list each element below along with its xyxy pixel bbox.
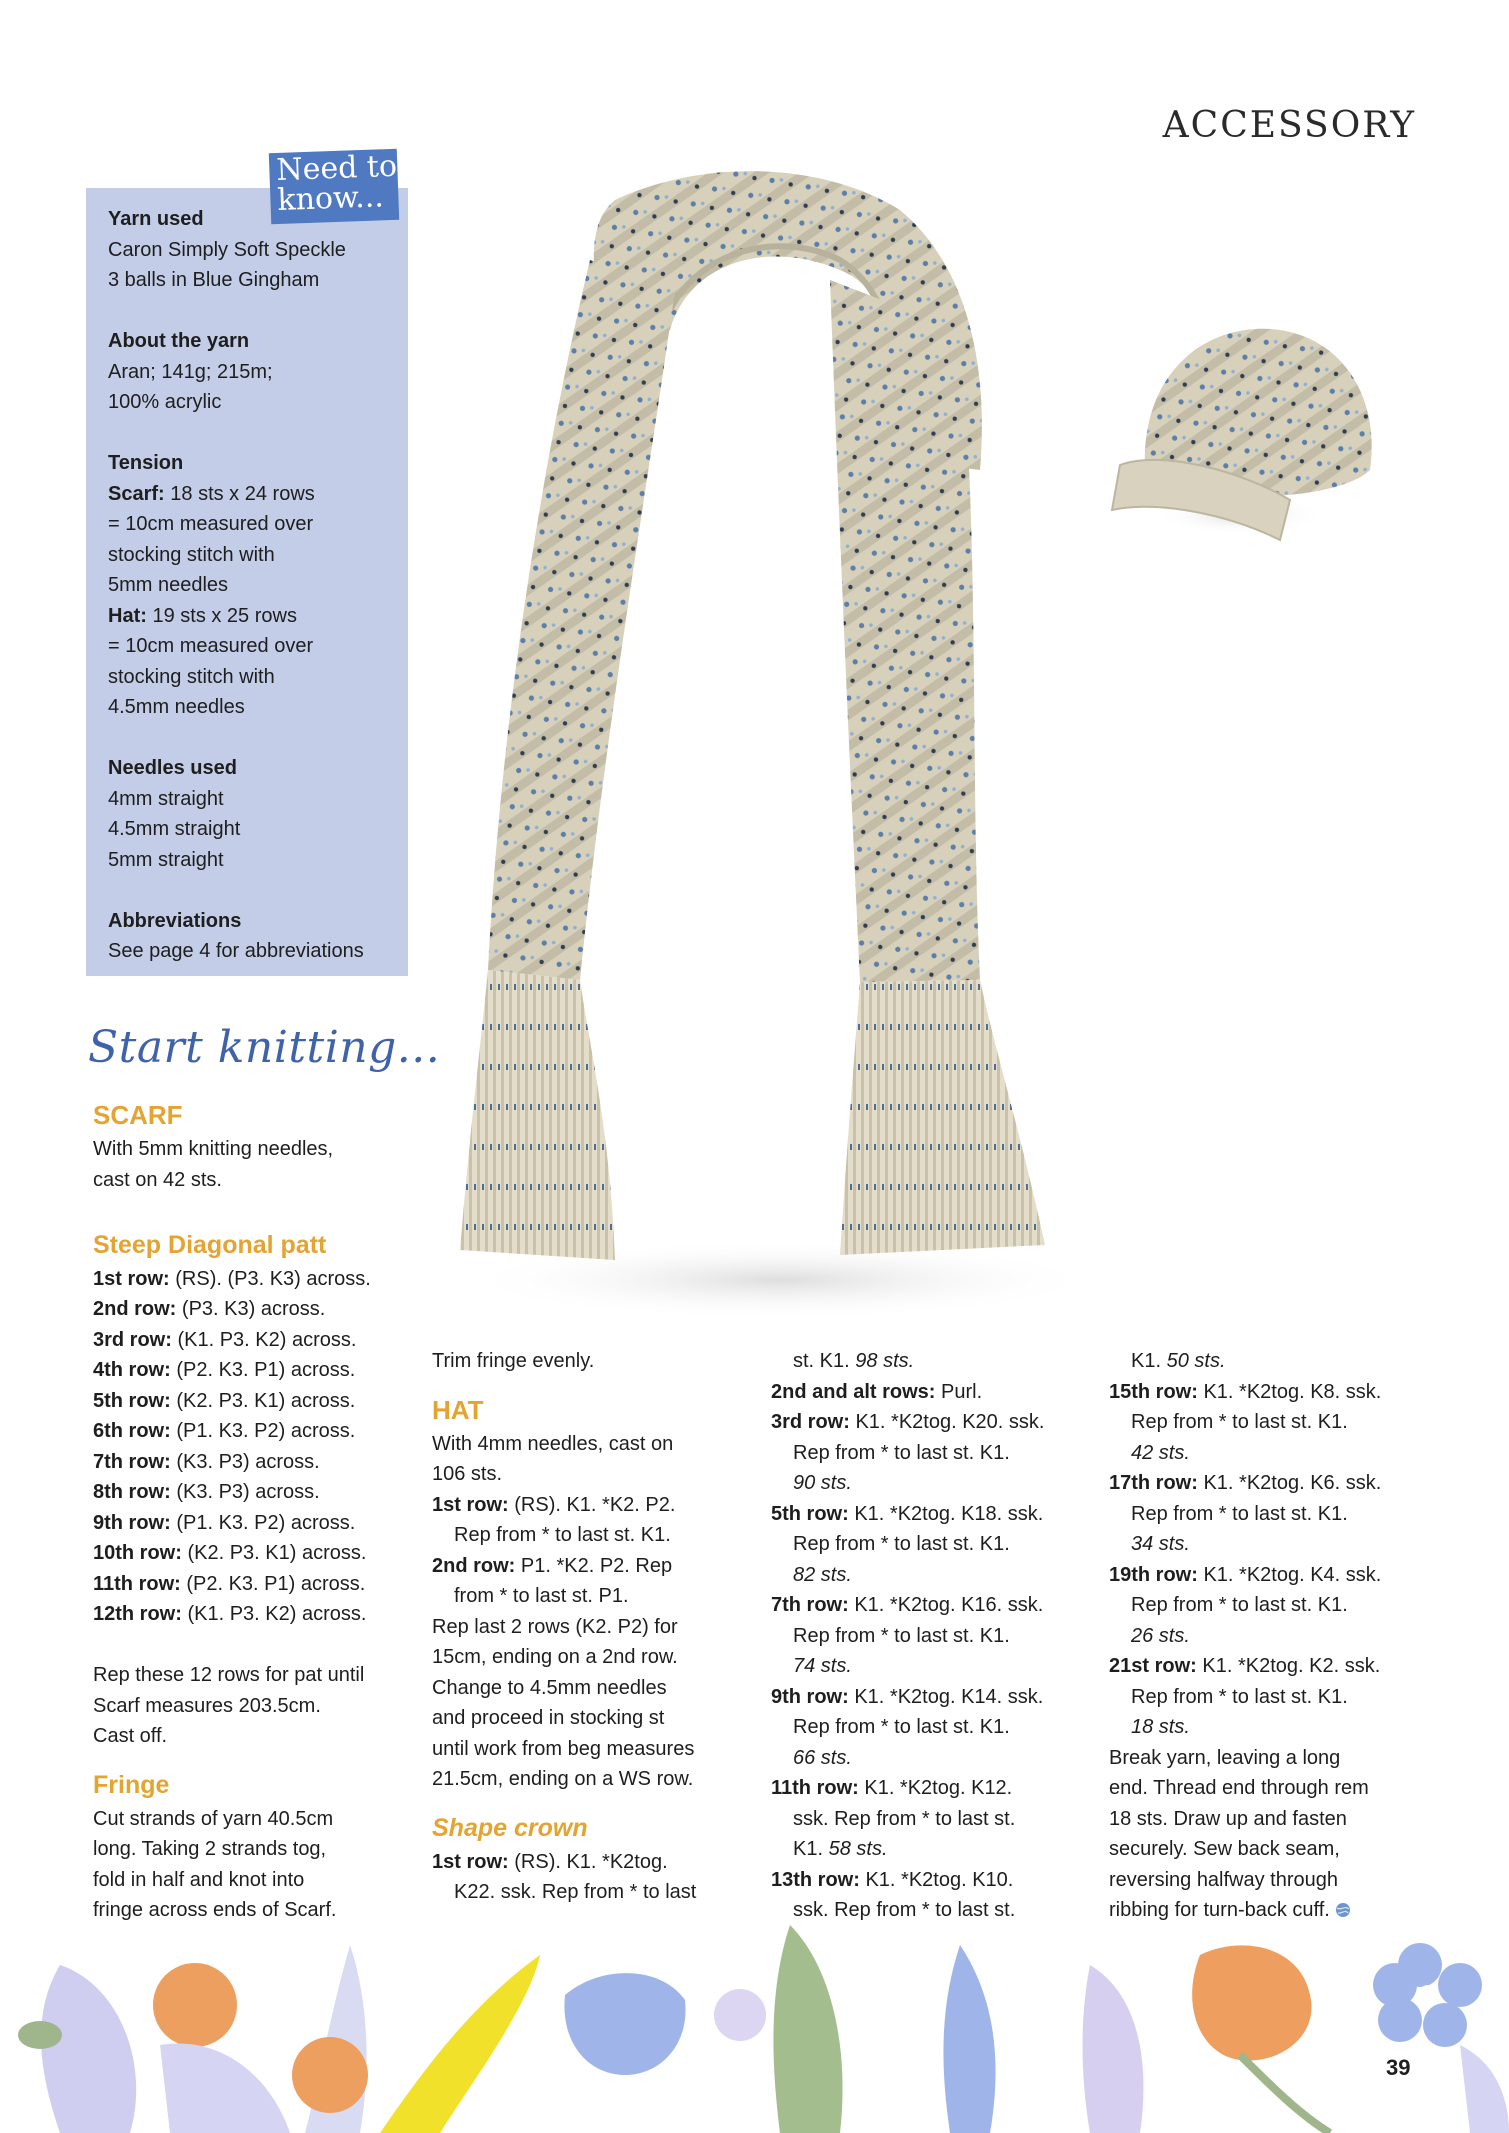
crown-row-cont: Rep from * to last st. K1. xyxy=(1131,1685,1348,1708)
start-knitting-heading: Start knitting... xyxy=(88,1022,441,1073)
needles-line: 5mm straight xyxy=(108,848,224,871)
crown-row-cont: Rep from * to last st. K1. xyxy=(793,1441,1010,1464)
tension-heading: Tension xyxy=(108,452,184,474)
crown-row-cont: K1. 50 sts. xyxy=(1131,1350,1226,1372)
fringe-title: Fringe xyxy=(93,1770,170,1799)
fringe-line: long. Taking 2 strands tog, xyxy=(93,1838,327,1860)
scarf-column xyxy=(93,1096,403,1926)
needles-line: 4mm straight xyxy=(108,787,224,810)
about-yarn-heading: About the yarn xyxy=(108,330,250,352)
crown-row-cont: st. K1. 98 sts. xyxy=(793,1350,915,1372)
scarf-intro-line: cast on 42 sts. xyxy=(93,1168,222,1191)
crown-column-1 xyxy=(771,1346,1091,1926)
tension-line: stocking stitch with xyxy=(108,665,275,688)
tension-line: 5mm needles xyxy=(108,574,229,596)
pattern-row: 1st row: (RS). (P3. K3) across. xyxy=(93,1267,371,1290)
yarn-used-heading: Yarn used xyxy=(108,208,204,230)
hat-intro-line: With 4mm needles, cast on xyxy=(432,1432,674,1455)
pattern-row: 3rd row: (K1. P3. K2) across. xyxy=(93,1328,357,1351)
stitch-count: 26 sts. xyxy=(1131,1624,1190,1647)
hat-body-line: Change to 4.5mm needles xyxy=(432,1676,667,1699)
flower-shape xyxy=(153,1963,237,2047)
tulip-shape xyxy=(564,1973,685,2075)
crown-row-cont: Rep from * to last st. K1. xyxy=(793,1716,1010,1738)
leaf-shape xyxy=(160,2043,290,2133)
crown-row: 13th row: K1. *K2tog. K10. xyxy=(771,1868,1014,1891)
stitch-count: 34 sts. xyxy=(1131,1533,1190,1555)
finish-line: end. Thread end through rem xyxy=(1109,1777,1369,1799)
needles-line: 4.5mm straight xyxy=(108,818,241,840)
finish-line: reversing halfway through xyxy=(1109,1868,1339,1891)
crown-row-cont: K1. 58 sts. xyxy=(793,1838,888,1860)
pattern-title: Steep Diagonal patt xyxy=(93,1230,327,1259)
fringe-line: fold in half and knot into xyxy=(93,1868,305,1891)
fringe-line: fringe across ends of Scarf. xyxy=(93,1899,337,1921)
stitch-count: 74 sts. xyxy=(793,1655,852,1677)
hat-title: HAT xyxy=(432,1394,484,1425)
finish-line: Break yarn, leaving a long xyxy=(1109,1746,1341,1769)
hat-row: 2nd row: P1. *K2. P2. Rep xyxy=(432,1554,673,1577)
pattern-row: 2nd row: (P3. K3) across. xyxy=(93,1298,326,1320)
crown-row: 19th row: K1. *K2tog. K4. ssk. xyxy=(1109,1563,1382,1586)
hat-body-line: until work from beg measures xyxy=(432,1737,695,1760)
crown-row: 9th row: K1. *K2tog. K14. ssk. xyxy=(771,1685,1044,1708)
badge-line: Need to xyxy=(275,148,398,188)
blue-flower xyxy=(1373,1943,1482,2047)
pattern-row: 7th row: (K3. P3) across. xyxy=(93,1450,320,1473)
stitch-count: 90 sts. xyxy=(793,1472,852,1494)
scarf-right-fringe xyxy=(840,980,1045,1255)
tension-hat-label: Hat: xyxy=(108,604,147,627)
crown-row-cont: Rep from * to last st. K1. xyxy=(1131,1594,1348,1616)
hat-row: 1st row: (RS). K1. *K2. P2. xyxy=(432,1493,676,1516)
scarf-title: SCARF xyxy=(93,1100,183,1130)
about-yarn-line: Aran; 141g; 215m; xyxy=(108,360,273,383)
pattern-row: 5th row: (K2. P3. K1) across. xyxy=(93,1389,356,1412)
tension-line: 4.5mm needles xyxy=(108,696,245,718)
scarf-right-end xyxy=(830,280,980,982)
leaf-shape xyxy=(380,1955,540,2133)
finish-line: securely. Sew back seam, xyxy=(1109,1838,1340,1860)
flower-shape xyxy=(714,1989,766,2041)
leaf-shape xyxy=(1083,1965,1144,2133)
finish-line: ribbing for turn-back cuff. xyxy=(1109,1895,1429,1926)
crown-row-cont: Rep from * to last st. K1. xyxy=(793,1624,1010,1647)
crown-row-cont: Rep from * to last st. K1. xyxy=(793,1533,1010,1555)
pattern-row: 10th row: (K2. P3. K1) across. xyxy=(93,1542,367,1564)
badge-line: know... xyxy=(276,179,385,218)
crown-row: 1st row: (RS). K1. *K2tog. xyxy=(432,1850,668,1873)
pattern-row: 6th row: (P1. K3. P2) across. xyxy=(93,1420,356,1442)
hat-row-cont: from * to last st. P1. xyxy=(454,1585,629,1607)
hat-intro-line: 106 sts. xyxy=(432,1463,503,1485)
abbreviations-heading: Abbreviations xyxy=(108,909,242,932)
stem-shape xyxy=(1240,2055,1330,2133)
tension-line: = 10cm measured over xyxy=(108,635,314,657)
pattern-row: 11th row: (P2. K3. P1) across. xyxy=(93,1572,366,1595)
leaf-shape xyxy=(41,1965,136,2133)
leaf-shape xyxy=(943,1945,995,2133)
leaf-shape xyxy=(773,1925,842,2133)
yarn-used-line: Caron Simply Soft Speckle xyxy=(108,238,346,261)
crown-column-2 xyxy=(1109,1346,1429,1926)
crown-row-cont: K22. ssk. Rep from * to last xyxy=(454,1881,697,1903)
crown-row: 11th row: K1. *K2tog. K12. xyxy=(771,1777,1013,1799)
crown-row-cont: Rep from * to last st. K1. xyxy=(1131,1502,1348,1525)
stitch-count: 18 sts. xyxy=(1131,1716,1190,1738)
section-title: ACCESSORY xyxy=(1162,105,1416,146)
pattern-row: 9th row: (P1. K3. P2) across. xyxy=(93,1511,356,1534)
flower-shape xyxy=(292,2037,368,2113)
page-number: 39 xyxy=(1386,2055,1411,2080)
repeat-line: Scarf measures 203.5cm. xyxy=(93,1694,321,1717)
crown-row: 7th row: K1. *K2tog. K16. ssk. xyxy=(771,1594,1044,1616)
yarn-ball-icon xyxy=(1335,1902,1351,1918)
leaf-shape xyxy=(1460,2045,1509,2133)
pattern-row: 4th row: (P2. K3. P1) across. xyxy=(93,1359,356,1381)
tension-line: 18 sts x 24 rows xyxy=(170,482,315,505)
hat-row-cont: Rep from * to last st. K1. xyxy=(454,1524,671,1546)
crown-row-cont: ssk. Rep from * to last st. xyxy=(793,1899,1016,1921)
crown-row: 5th row: K1. *K2tog. K18. ssk. xyxy=(771,1502,1044,1525)
pattern-row: 12th row: (K1. P3. K2) across. xyxy=(93,1603,367,1625)
repeat-line: Cast off. xyxy=(93,1725,168,1747)
needles-heading: Needles used xyxy=(108,757,237,779)
scarf-left-fringe xyxy=(460,970,615,1260)
crown-row: 15th row: K1. *K2tog. K8. ssk. xyxy=(1109,1380,1382,1403)
need-to-know-badge xyxy=(269,149,399,224)
stitch-count: 42 sts. xyxy=(1131,1441,1190,1464)
pattern-row: 8th row: (K3. P3) across. xyxy=(93,1481,320,1503)
crown-row-cont: Rep from * to last st. K1. xyxy=(1131,1411,1348,1433)
hat-body-line: 21.5cm, ending on a WS row. xyxy=(432,1768,694,1790)
hat-body-line: Rep last 2 rows (K2. P2) for xyxy=(432,1615,678,1638)
floral-footer-illustration xyxy=(0,1925,1509,2133)
crown-row: 2nd and alt rows: Purl. xyxy=(771,1380,983,1403)
crown-row: 17th row: K1. *K2tog. K6. ssk. xyxy=(1109,1472,1382,1494)
need-to-know-box xyxy=(86,188,408,976)
crown-row: 21st row: K1. *K2tog. K2. ssk. xyxy=(1109,1655,1381,1677)
hat-column xyxy=(432,1346,742,1908)
tension-line: 19 sts x 25 rows xyxy=(152,604,297,627)
yarn-used-line: 3 balls in Blue Gingham xyxy=(108,269,320,291)
crown-row: 3rd row: K1. *K2tog. K20. ssk. xyxy=(771,1411,1045,1433)
finish-line: 18 sts. Draw up and fasten xyxy=(1109,1807,1347,1830)
hat-body-line: 15cm, ending on a 2nd row. xyxy=(432,1646,678,1668)
stitch-count: 82 sts. xyxy=(793,1563,852,1586)
scarf-intro-line: With 5mm knitting needles, xyxy=(93,1138,334,1160)
crown-row-cont: ssk. Rep from * to last st. xyxy=(793,1807,1016,1830)
about-yarn-line: 100% acrylic xyxy=(108,391,222,413)
stitch-count: 66 sts. xyxy=(793,1746,852,1769)
shape-crown-title: Shape crown xyxy=(432,1813,588,1842)
tension-scarf-label: Scarf: xyxy=(108,482,165,505)
scarf-and-hat-photo xyxy=(440,170,1500,1320)
hat-body-line: and proceed in stocking st xyxy=(432,1707,665,1729)
tension-line: = 10cm measured over xyxy=(108,513,314,535)
trim-line: Trim fringe evenly. xyxy=(432,1350,595,1372)
leaf-shape xyxy=(18,2021,62,2049)
fringe-line: Cut strands of yarn 40.5cm xyxy=(93,1807,334,1830)
scarf-left-end xyxy=(488,260,675,980)
abbreviations-line: See page 4 for abbreviations xyxy=(108,940,364,962)
repeat-line: Rep these 12 rows for pat until xyxy=(93,1664,365,1686)
tension-line: stocking stitch with xyxy=(108,543,275,566)
tulip-shape xyxy=(1192,1945,1311,2060)
